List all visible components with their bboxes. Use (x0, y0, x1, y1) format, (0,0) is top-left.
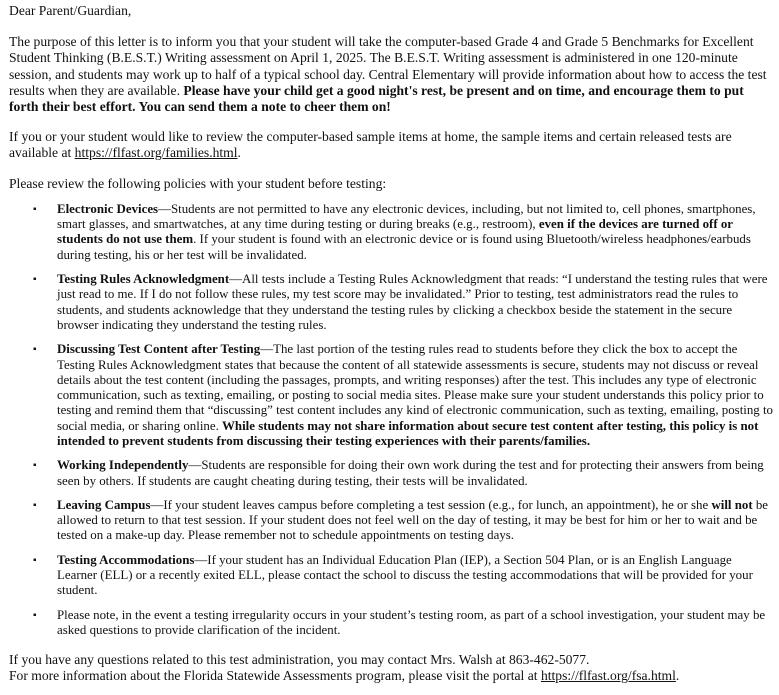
bullet-icon: ▪ (33, 274, 37, 286)
bullet-icon: ▪ (33, 609, 37, 621)
bullet-icon: ▪ (33, 460, 37, 472)
bullet-icon: ▪ (33, 203, 37, 215)
policy-text: —If your student has an Individual Education Plan (IEP), a Section 504 Plan, or is an English Language Learner (ELL) or a recently exited ELL, please contact the school to discuss the testing accommodations that will be provided for your student. (57, 552, 753, 598)
policy-bold-text: While students may not share information about secure test content after testing, this policy is not intended to prevent students from discussing their testing experiences with their parents/families. (57, 418, 759, 448)
sample-items-text: If you or your student would like to review the computer-based sample items at home, the sample items and certain released tests are available at (9, 129, 732, 161)
portal-end: . (675, 668, 680, 684)
contact-line: If you have any questions related to this test administration, you may contact Mrs. Walsh at 863-462-5077. (9, 652, 590, 668)
fsa-portal-link[interactable]: https://flfast.org/fsa.html (540, 668, 676, 684)
policy-text: —Students are not permitted to have any electronic devices, including, but not limited to, cell phones, smartphones, smart glasses, and smartwatches, at any time during testing or during breaks (e.g., restroom), (57, 201, 756, 232)
policy-working-independently (9, 458, 773, 489)
policy-discussing-content (9, 342, 773, 449)
portal-line (9, 668, 773, 684)
sample-items-end: . (237, 145, 241, 161)
closing-block (9, 652, 773, 684)
purpose-bold-text: Please have your child get a good night's rest, be present and on time, and encourage them to put forth their best effort. You can send them a note to cheer them on! (9, 82, 744, 115)
policy-electronic-devices (9, 202, 773, 263)
policy-text: —Students are responsible for doing their own work during the test and for protecting their answers from being seen by others. If students are caught cheating during testing, their tests will be invalidated. (57, 458, 764, 488)
policy-heading: Discussing Test Content after Testing (57, 342, 261, 357)
policy-heading: Testing Rules Acknowledgment (57, 272, 230, 287)
bullet-icon: ▪ (33, 499, 37, 511)
policy-heading: Working Independently (57, 458, 189, 473)
policy-bold-text: will not (711, 497, 753, 512)
policy-text: —All tests include a Testing Rules Acknowledgment that reads: “I understand the testing rules that were just read to me. If I do not follow these rules, my test score may be invalidated.” Prior to testing, test administrators read the rules to students, and students acknowledge that they understand the testing rules by clicking a checkbox beside the statement in the secure browser indicating they understand the testing rules. (57, 272, 768, 332)
policy-heading: Electronic Devices (57, 201, 159, 216)
policy-text-end: be allowed to return to that test session. If your student does not feel well on the day of testing, it may be best for him or her to wait and be tested on a make-up day. Please remember not to schedule appointments on testing days. (57, 497, 769, 543)
purpose-text: The purpose of this letter is to inform you that your student will take the computer-based Grade 4 and Grade 5 Benchmarks for Excellent Student Thinking (B.E.S.T.) Writing assessment on April 1, 2025. The B.E.S.T. Writing assessment is administered in one 120-minute session, and students may work up to half of a typical school day. Central Elementary will provide information about how to access the test results when they are available. (9, 34, 767, 98)
sample-items-paragraph (9, 129, 773, 161)
policy-heading: Leaving Campus (57, 497, 151, 512)
policy-testing-accommodations (9, 553, 773, 599)
policy-leaving-campus (9, 498, 773, 544)
policy-bold-text: even if the devices are turned off or students do not use them (57, 217, 733, 247)
policy-text-end: . If your student is found with an electronic device or is found using Bluetooth/wireless headphones/earbuds during testing, his or her test will be invalidated. (57, 232, 751, 262)
policy-text: Please note, in the event a testing irregularity occurs in your student’s testing room, as part of a school investigation, your student may be asked questions to provide clarification of the incident. (57, 607, 766, 637)
purpose-paragraph (9, 34, 773, 115)
portal-text: For more information about the Florida Statewide Assessments program, please visit the portal at (9, 668, 541, 684)
policy-text: —If your student leaves campus before completing a test session (e.g., for lunch, an appointment), he or she (150, 497, 712, 512)
families-link[interactable]: https://flfast.org/families.html (74, 145, 238, 161)
salutation: Dear Parent/Guardian, (9, 3, 132, 18)
policy-heading: Testing Accommodations (57, 552, 195, 567)
policy-text: —The last portion of the testing rules read to students before they click the box to accept the Testing Rules Acknowledgment states that because the content of all statewide assessments is secure, students may not discuss or reveal details about the test content (including the passages, prompts, and writing responses) after the test. This includes any type of electronic communication, such as texting, emailing, or posting to social media sites. Please make sure your student understands this policy prior to testing and remind them that “discussing” test content includes any kind of electronic communication, such as texting, emailing, posting to social media, or sharing online. (57, 342, 773, 433)
policy-testing-rules (9, 272, 773, 333)
bullet-icon: ▪ (33, 554, 37, 566)
bullet-icon: ▪ (33, 344, 37, 356)
policy-list (9, 202, 773, 638)
review-intro: Please review the following policies with your student before testing: (9, 175, 387, 191)
policy-irregularity-note (9, 608, 773, 639)
